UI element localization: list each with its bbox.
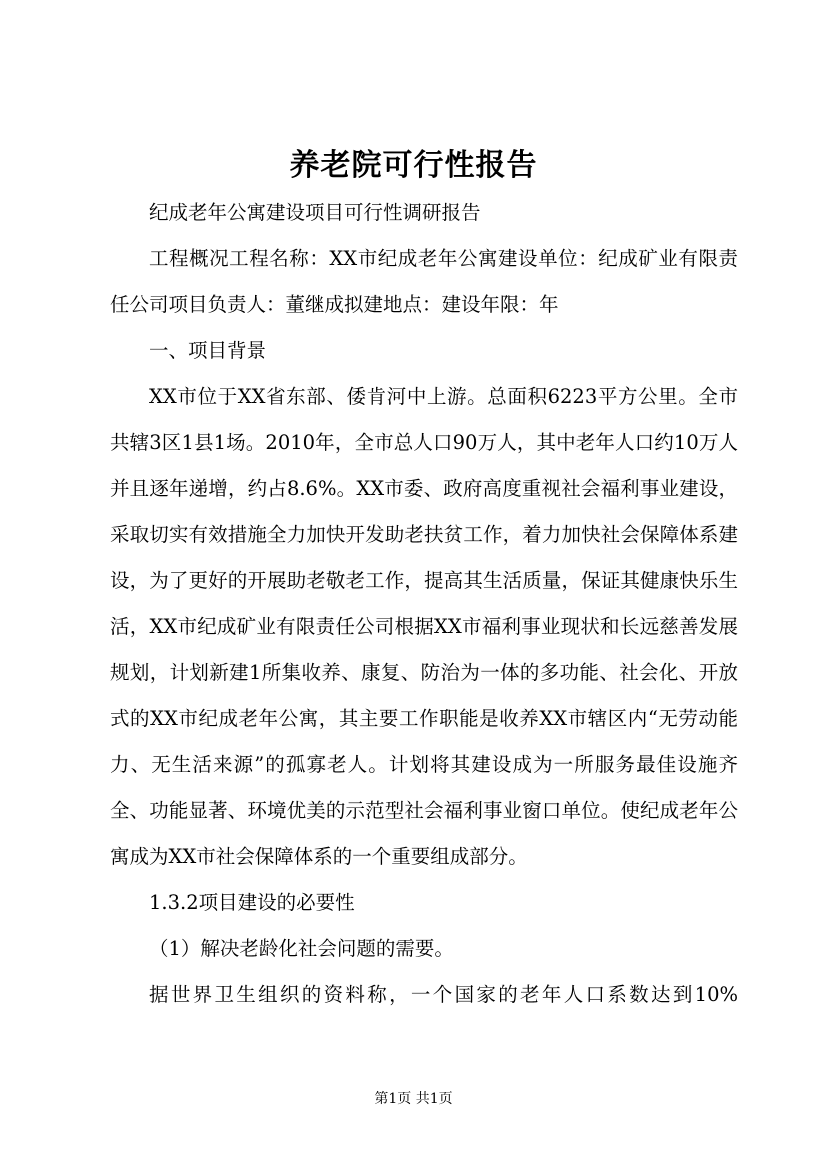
page-footer: 第1页 共1页 bbox=[374, 1091, 453, 1107]
paragraph-background: XX市位于XX省东部、倭肯河中上游。总面积6223平方公里。全市共辖3区1县1场。2010年，全市总人口90万人，其中老年人口约10万人并且逐年递增，约占8.6%。XX市委、政府高度重视社会福利事业建设，采取切实有效措施全力加快开发助老扶贫工作，着力加快社会保障体系建设，为了更好的开展助老敬老工作，提高其生活质量，保证其健康快乐生活，XX市纪成矿业有限责任公司根据XX市福利事业现状和长远慈善发展规划，计划新建1所集收养、康复、防治为一体的多功能、社会化、开放式的XX市纪成老年公寓，其主要工作职能是收养XX市辖区内“无劳动能力、无生活来源”的孤寡老人。计划将其建设成为一所服务最佳设施齐全、功能显著、环境优美的示范型社会福利事业窗口单位。使纪成老年公寓成为XX市社会保障体系的一个重要组成部分。 bbox=[110, 385, 738, 868]
document-body bbox=[110, 190, 738, 1018]
paragraph-who-data: 据世界卫生组织的资料称，一个国家的老年人口系数达到10% bbox=[149, 983, 738, 1006]
document-title: 养老院可行性报告 bbox=[289, 148, 538, 183]
section-heading-background: 一、项目背景 bbox=[149, 339, 267, 362]
section-heading-necessity: 1.3.2项目建设的必要性 bbox=[149, 891, 355, 914]
subsection-heading-aging: （1）解决老龄化社会问题的需要。 bbox=[149, 937, 454, 960]
paragraph-subtitle: 纪成老年公寓建设项目可行性调研报告 bbox=[149, 201, 481, 224]
paragraph-project-overview: 工程概况工程名称：XX市纪成老年公寓建设单位：纪成矿业有限责任公司项目负责人：董继成拟建地点：建设年限：年 bbox=[110, 247, 738, 316]
